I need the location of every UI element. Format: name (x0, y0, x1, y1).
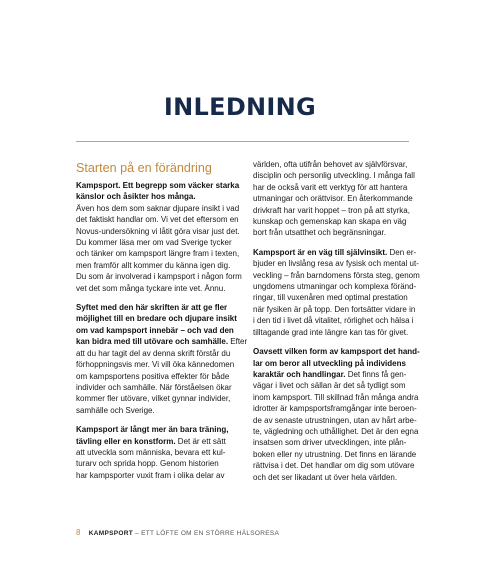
history-paragraph: världen, ofta utifrån behovet av självförsvar, disciplin och personlig utveckling. I många fall har de också varit ett verktyg för att hantera utmaningar och orättvisor. En återkommande drivkraft har varit hoppet – tron på att styrka, kunskap och gemenskap kan skapa en väg bort från utsatthet och begränsningar. (253, 160, 415, 238)
left-column (76, 160, 248, 489)
right-column (253, 159, 420, 491)
self-insight-paragraph: Kampsport är en väg till självinsikt. Den er- bjuder en livslång resa av fysisk och mental ut- veckling – från barndomens första steg, genom ungdomens utmaningar och komplexa föränd- ringar, till vuxenåren med optimal prestation när fysiken är på topp. Den fortsätter vidare in i den tid i livet då vitalitet, rörlighet och hälsa i tilltagande grad inte längre kan tas för givet. (253, 247, 420, 337)
more-than-training-paragraph: Kampsport är långt mer än bara träning, tävling eller en konstform. Det är ett sätt att utveckla som människa, bevara ett kul- turarv och sprida hopp. Genom historien har kampsporter vuxit fram i olika delar av (76, 425, 229, 480)
page-number: 8 (76, 528, 81, 537)
page-footer (76, 528, 279, 537)
purpose-paragraph: Syftet med den här skriften är att ge fler möjlighet till en bredare och djupare insikt om vad kampsport innebär – och vad den kan bidra med till utövare och samhälle. Efter att du har tagit del av denna skrift förstår du förhoppningsvis mer. Vi vill öka kännedomen om kampsportens positiva effekter för både individer och samhälle. När förståelsen ökar kommer fler utövare, vilket gynnar individer, samhälle och Sverige. (76, 303, 248, 415)
page-title: INLEDNING (163, 93, 317, 121)
intro-paragraph: Kampsport. Ett begrepp som väcker starka känslor och åsikter hos många. Även hos dem som saknar djupare insikt i vad det faktiskt handlar om. Vi vet det eftersom en Novus-undersökning vi låtit göra visar just det. Du kommer läsa mer om vad Sverige tycker och tänker om kampsport längre fram i texten, men framför allt kommer du känna igen dig. Du som är involverad i kampsport i någon form vet det som många tyckare inte vet. Ännu. (76, 181, 242, 293)
title-divider (76, 141, 409, 142)
footer-tagline: – ETT LÖFTE OM EN STÖRRE HÄLSORESA (132, 530, 280, 537)
footer-brand: KAMPSPORT (88, 530, 133, 537)
section-subheading: Starten på en förändring (76, 161, 212, 175)
character-paragraph: Oavsett vilken form av kampsport det hand- lar om beror all utveckling på individens karaktär och handlingar. Det finns få gen- vägar i livet och sällan är det så tydligt som inom kampsport. Till skillnad från många andra idrotter är kampsportsframgångar inte beroen- de av senaste utrustningen, utan av hårt arbe- te, vägledning och uthållighet. Det är den egna insatsen som driver utvecklingen, inte plån- boken eller ny utrustning. Det finns en lärande rättvisa i det. Det handlar om dig som utövare och det ser likadant ut över hela världen. (253, 347, 420, 482)
